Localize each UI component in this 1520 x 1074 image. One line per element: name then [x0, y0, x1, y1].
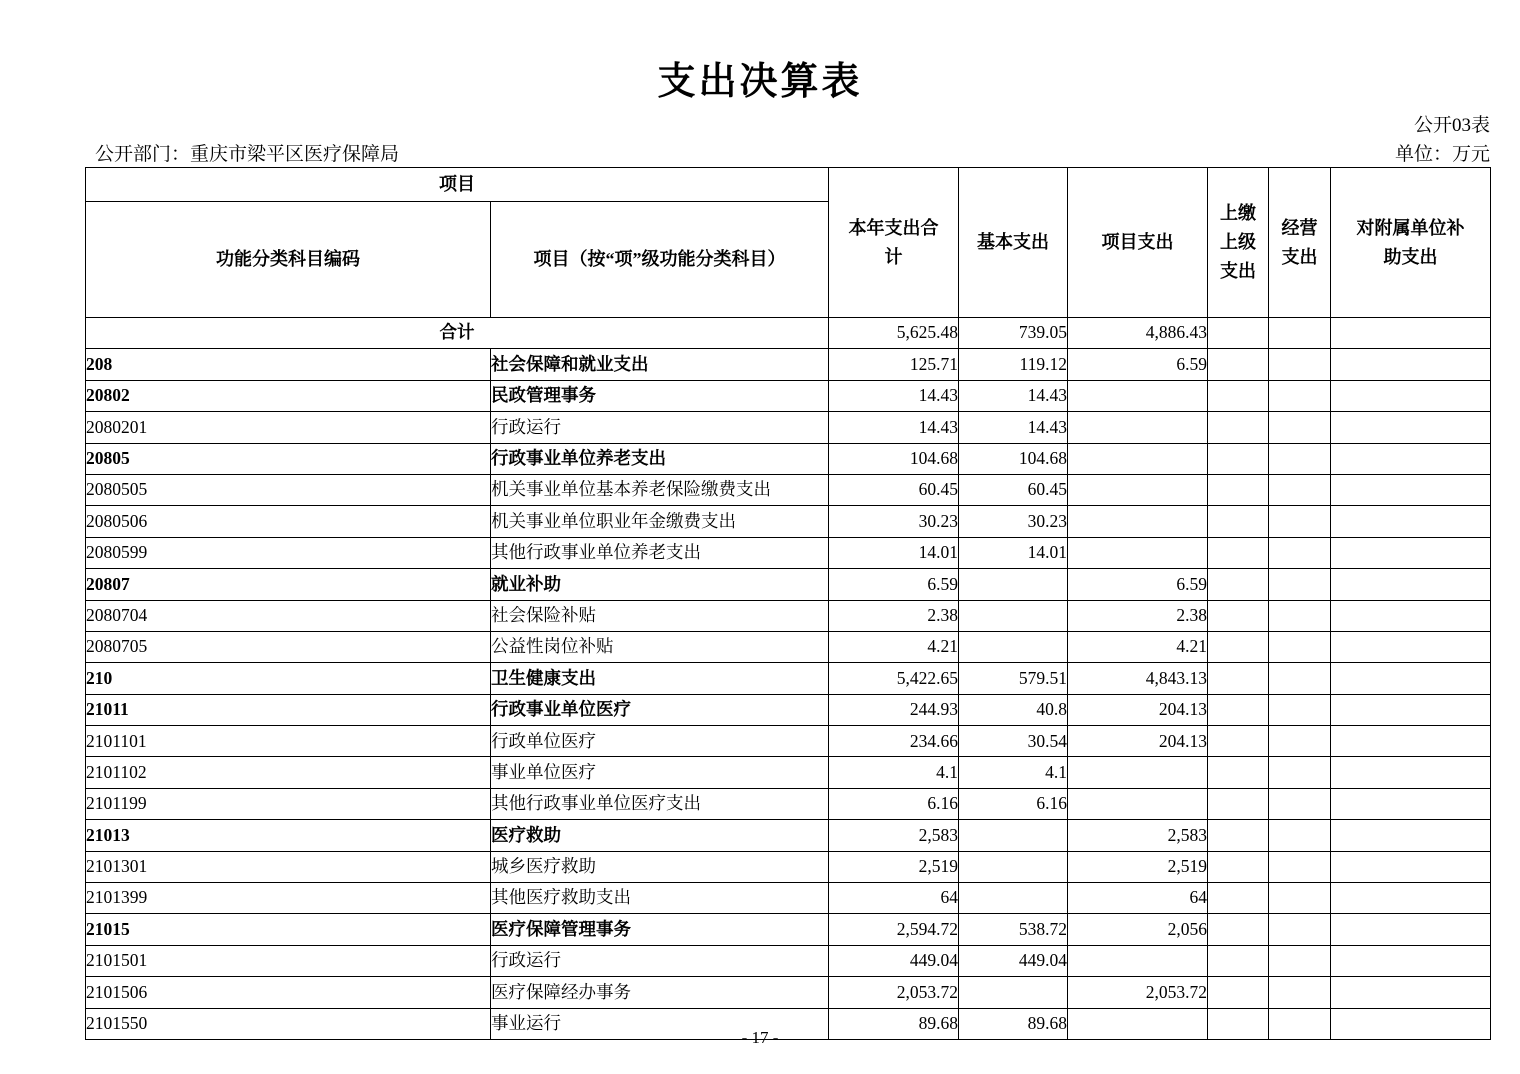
project-cell: 4,843.13: [1068, 663, 1208, 694]
item-cell: 其他行政事业单位医疗支出: [491, 788, 829, 819]
table-row: [86, 977, 1491, 1008]
item-cell: 行政事业单位医疗: [491, 694, 829, 725]
code-cell: 21013: [86, 820, 491, 851]
upper-cell: [1208, 883, 1269, 914]
item-cell: 其他行政事业单位养老支出: [491, 537, 829, 568]
table-row: [86, 569, 1491, 600]
page-title: 支出决算表: [657, 61, 863, 103]
table-row: [86, 443, 1491, 474]
operating-cell: [1269, 380, 1331, 411]
total-cell: 2,583: [829, 820, 959, 851]
code-cell: 2101301: [86, 851, 491, 882]
upper-cell: [1208, 851, 1269, 882]
table-code-label: 公开03表: [1413, 115, 1490, 136]
table-row: [86, 663, 1491, 694]
upper-cell: [1208, 380, 1269, 411]
project-cell: [1068, 537, 1208, 568]
header-project-expenditure: 项目支出: [1068, 168, 1208, 318]
total-cell: 4.21: [829, 631, 959, 662]
subsidy-cell: [1331, 663, 1491, 694]
subsidy-cell: [1331, 945, 1491, 976]
total-cell: 4.1: [829, 757, 959, 788]
upper-cell: [1208, 945, 1269, 976]
table-row: [86, 506, 1491, 537]
operating-cell: [1269, 349, 1331, 380]
total-cell: 5,422.65: [829, 663, 959, 694]
basic-cell: 30.23: [959, 506, 1068, 537]
project-cell: 4,886.43: [1068, 318, 1208, 349]
table-row: [86, 757, 1491, 788]
item-cell: 行政事业单位养老支出: [491, 443, 829, 474]
expense-table-body: [86, 318, 1491, 1040]
basic-cell: 538.72: [959, 914, 1068, 945]
header-operating-expenditure: 经营支出: [1269, 168, 1331, 318]
table-row: [86, 694, 1491, 725]
total-cell: 5,625.48: [829, 318, 959, 349]
code-cell: 2101550: [86, 1008, 491, 1039]
total-cell: 2,053.72: [829, 977, 959, 1008]
upper-cell: [1208, 443, 1269, 474]
code-cell: 2080705: [86, 631, 491, 662]
item-cell: 其他医疗救助支出: [491, 883, 829, 914]
basic-cell: 60.45: [959, 474, 1068, 505]
row-label-cell: 合计: [86, 318, 829, 349]
item-cell: 城乡医疗救助: [491, 851, 829, 882]
basic-cell: 579.51: [959, 663, 1068, 694]
upper-cell: [1208, 537, 1269, 568]
item-cell: 公益性岗位补贴: [491, 631, 829, 662]
total-cell: 2,519: [829, 851, 959, 882]
total-cell: 14.43: [829, 380, 959, 411]
item-cell: 机关事业单位基本养老保险缴费支出: [491, 474, 829, 505]
item-cell: 事业运行: [491, 1008, 829, 1039]
subsidy-cell: [1331, 600, 1491, 631]
subsidy-cell: [1331, 474, 1491, 505]
total-cell: 14.43: [829, 412, 959, 443]
total-cell: 64: [829, 883, 959, 914]
subsidy-cell: [1331, 537, 1491, 568]
item-cell: 社会保障和就业支出: [491, 349, 829, 380]
operating-cell: [1269, 726, 1331, 757]
code-cell: 2080505: [86, 474, 491, 505]
total-cell: 244.93: [829, 694, 959, 725]
operating-cell: [1269, 820, 1331, 851]
basic-cell: [959, 977, 1068, 1008]
subsidy-cell: [1331, 506, 1491, 537]
meta-row: [95, 139, 1490, 166]
total-cell: 125.71: [829, 349, 959, 380]
item-cell: 事业单位医疗: [491, 757, 829, 788]
project-cell: [1068, 757, 1208, 788]
operating-cell: [1269, 443, 1331, 474]
code-cell: 2101506: [86, 977, 491, 1008]
header-upper-level-expenditure: 上缴上级支出: [1208, 168, 1269, 318]
item-cell: 医疗保障管理事务: [491, 914, 829, 945]
total-cell: 6.16: [829, 788, 959, 819]
project-cell: [1068, 412, 1208, 443]
operating-cell: [1269, 694, 1331, 725]
subsidy-cell: [1331, 694, 1491, 725]
code-cell: 2101399: [86, 883, 491, 914]
upper-cell: [1208, 788, 1269, 819]
upper-cell: [1208, 318, 1269, 349]
operating-cell: [1269, 883, 1331, 914]
code-cell: 20802: [86, 380, 491, 411]
project-cell: [1068, 443, 1208, 474]
basic-cell: 449.04: [959, 945, 1068, 976]
operating-cell: [1269, 569, 1331, 600]
basic-cell: [959, 569, 1068, 600]
project-cell: [1068, 506, 1208, 537]
basic-cell: [959, 600, 1068, 631]
operating-cell: [1269, 631, 1331, 662]
operating-cell: [1269, 600, 1331, 631]
department-label: 公开部门：重庆市梁平区医疗保障局: [95, 144, 400, 165]
project-cell: 204.13: [1068, 726, 1208, 757]
subsidy-cell: [1331, 788, 1491, 819]
operating-cell: [1269, 914, 1331, 945]
table-row: [86, 851, 1491, 882]
table-row: [86, 318, 1491, 349]
operating-cell: [1269, 977, 1331, 1008]
upper-cell: [1208, 600, 1269, 631]
table-row: [86, 412, 1491, 443]
code-cell: 2080704: [86, 600, 491, 631]
subsidy-cell: [1331, 631, 1491, 662]
code-cell: 20807: [86, 569, 491, 600]
table-row: [86, 883, 1491, 914]
item-cell: 机关事业单位职业年金缴费支出: [491, 506, 829, 537]
item-cell: 民政管理事务: [491, 380, 829, 411]
basic-cell: 89.68: [959, 1008, 1068, 1039]
subsidy-cell: [1331, 318, 1491, 349]
total-cell: 30.23: [829, 506, 959, 537]
basic-cell: 14.43: [959, 380, 1068, 411]
code-cell: 2080599: [86, 537, 491, 568]
basic-cell: [959, 883, 1068, 914]
table-row: [86, 380, 1491, 411]
table-row: [86, 945, 1491, 976]
header-basic-expenditure: 基本支出: [959, 168, 1068, 318]
project-cell: 6.59: [1068, 349, 1208, 380]
item-cell: 行政单位医疗: [491, 726, 829, 757]
total-cell: 104.68: [829, 443, 959, 474]
item-cell: 医疗救助: [491, 820, 829, 851]
code-cell: 2080506: [86, 506, 491, 537]
project-cell: 2,583: [1068, 820, 1208, 851]
project-cell: [1068, 380, 1208, 411]
basic-cell: 119.12: [959, 349, 1068, 380]
header-total-expenditure: 本年支出合计: [829, 168, 959, 318]
upper-cell: [1208, 820, 1269, 851]
basic-cell: 40.8: [959, 694, 1068, 725]
header-subsidy-expenditure: 对附属单位补助支出: [1331, 168, 1491, 318]
upper-cell: [1208, 474, 1269, 505]
basic-cell: 30.54: [959, 726, 1068, 757]
project-cell: 64: [1068, 883, 1208, 914]
code-cell: 2101199: [86, 788, 491, 819]
table-row: [86, 631, 1491, 662]
operating-cell: [1269, 851, 1331, 882]
code-cell: 208: [86, 349, 491, 380]
subsidy-cell: [1331, 820, 1491, 851]
operating-cell: [1269, 318, 1331, 349]
upper-cell: [1208, 694, 1269, 725]
upper-cell: [1208, 757, 1269, 788]
code-cell: 210: [86, 663, 491, 694]
table-row: [86, 474, 1491, 505]
header-item-name: 项目（按“项”级功能分类科目）: [491, 202, 829, 318]
subsidy-cell: [1331, 851, 1491, 882]
operating-cell: [1269, 412, 1331, 443]
project-cell: [1068, 788, 1208, 819]
total-cell: 2.38: [829, 600, 959, 631]
table-row: [86, 726, 1491, 757]
basic-cell: 6.16: [959, 788, 1068, 819]
operating-cell: [1269, 945, 1331, 976]
operating-cell: [1269, 788, 1331, 819]
subsidy-cell: [1331, 569, 1491, 600]
basic-cell: 14.01: [959, 537, 1068, 568]
operating-cell: [1269, 506, 1331, 537]
subsidy-cell: [1331, 349, 1491, 380]
upper-cell: [1208, 977, 1269, 1008]
project-cell: [1068, 474, 1208, 505]
item-cell: 就业补助: [491, 569, 829, 600]
total-cell: 14.01: [829, 537, 959, 568]
project-cell: 2,053.72: [1068, 977, 1208, 1008]
item-cell: 卫生健康支出: [491, 663, 829, 694]
upper-cell: [1208, 914, 1269, 945]
basic-cell: [959, 851, 1068, 882]
operating-cell: [1269, 757, 1331, 788]
header-row-group: [86, 168, 1491, 202]
table-row: [86, 788, 1491, 819]
code-cell: 2101101: [86, 726, 491, 757]
table-row: [86, 820, 1491, 851]
operating-cell: [1269, 474, 1331, 505]
subsidy-cell: [1331, 443, 1491, 474]
total-cell: 449.04: [829, 945, 959, 976]
expenditure-table: [85, 167, 1491, 1040]
subsidy-cell: [1331, 412, 1491, 443]
project-cell: 2,056: [1068, 914, 1208, 945]
subsidy-cell: [1331, 977, 1491, 1008]
upper-cell: [1208, 569, 1269, 600]
basic-cell: 4.1: [959, 757, 1068, 788]
basic-cell: [959, 820, 1068, 851]
total-cell: 89.68: [829, 1008, 959, 1039]
page-number: - 17 -: [741, 1028, 779, 1047]
table-row: [86, 349, 1491, 380]
table-row: [86, 537, 1491, 568]
operating-cell: [1269, 663, 1331, 694]
total-cell: 234.66: [829, 726, 959, 757]
total-cell: 60.45: [829, 474, 959, 505]
upper-cell: [1208, 631, 1269, 662]
project-cell: 4.21: [1068, 631, 1208, 662]
subsidy-cell: [1331, 883, 1491, 914]
code-cell: 21015: [86, 914, 491, 945]
item-cell: 行政运行: [491, 412, 829, 443]
basic-cell: 739.05: [959, 318, 1068, 349]
upper-cell: [1208, 506, 1269, 537]
code-cell: 2101501: [86, 945, 491, 976]
upper-cell: [1208, 349, 1269, 380]
subsidy-cell: [1331, 726, 1491, 757]
item-cell: 行政运行: [491, 945, 829, 976]
project-cell: [1068, 945, 1208, 976]
upper-cell: [1208, 663, 1269, 694]
subsidy-cell: [1331, 757, 1491, 788]
item-cell: 社会保险补贴: [491, 600, 829, 631]
operating-cell: [1269, 537, 1331, 568]
total-cell: 6.59: [829, 569, 959, 600]
upper-cell: [1208, 726, 1269, 757]
subsidy-cell: [1331, 380, 1491, 411]
project-cell: 6.59: [1068, 569, 1208, 600]
header-function-code: 功能分类科目编码: [86, 202, 491, 318]
basic-cell: 14.43: [959, 412, 1068, 443]
basic-cell: 104.68: [959, 443, 1068, 474]
header-project-group: 项目: [86, 168, 829, 202]
table-row: [86, 600, 1491, 631]
unit-label: 单位：万元: [1394, 144, 1490, 165]
project-cell: 204.13: [1068, 694, 1208, 725]
code-cell: 21011: [86, 694, 491, 725]
total-cell: 2,594.72: [829, 914, 959, 945]
upper-cell: [1208, 412, 1269, 443]
item-cell: 医疗保障经办事务: [491, 977, 829, 1008]
project-cell: 2,519: [1068, 851, 1208, 882]
code-cell: 2080201: [86, 412, 491, 443]
code-cell: 2101102: [86, 757, 491, 788]
table-row: [86, 914, 1491, 945]
basic-cell: [959, 631, 1068, 662]
code-cell: 20805: [86, 443, 491, 474]
project-cell: 2.38: [1068, 600, 1208, 631]
subsidy-cell: [1331, 914, 1491, 945]
